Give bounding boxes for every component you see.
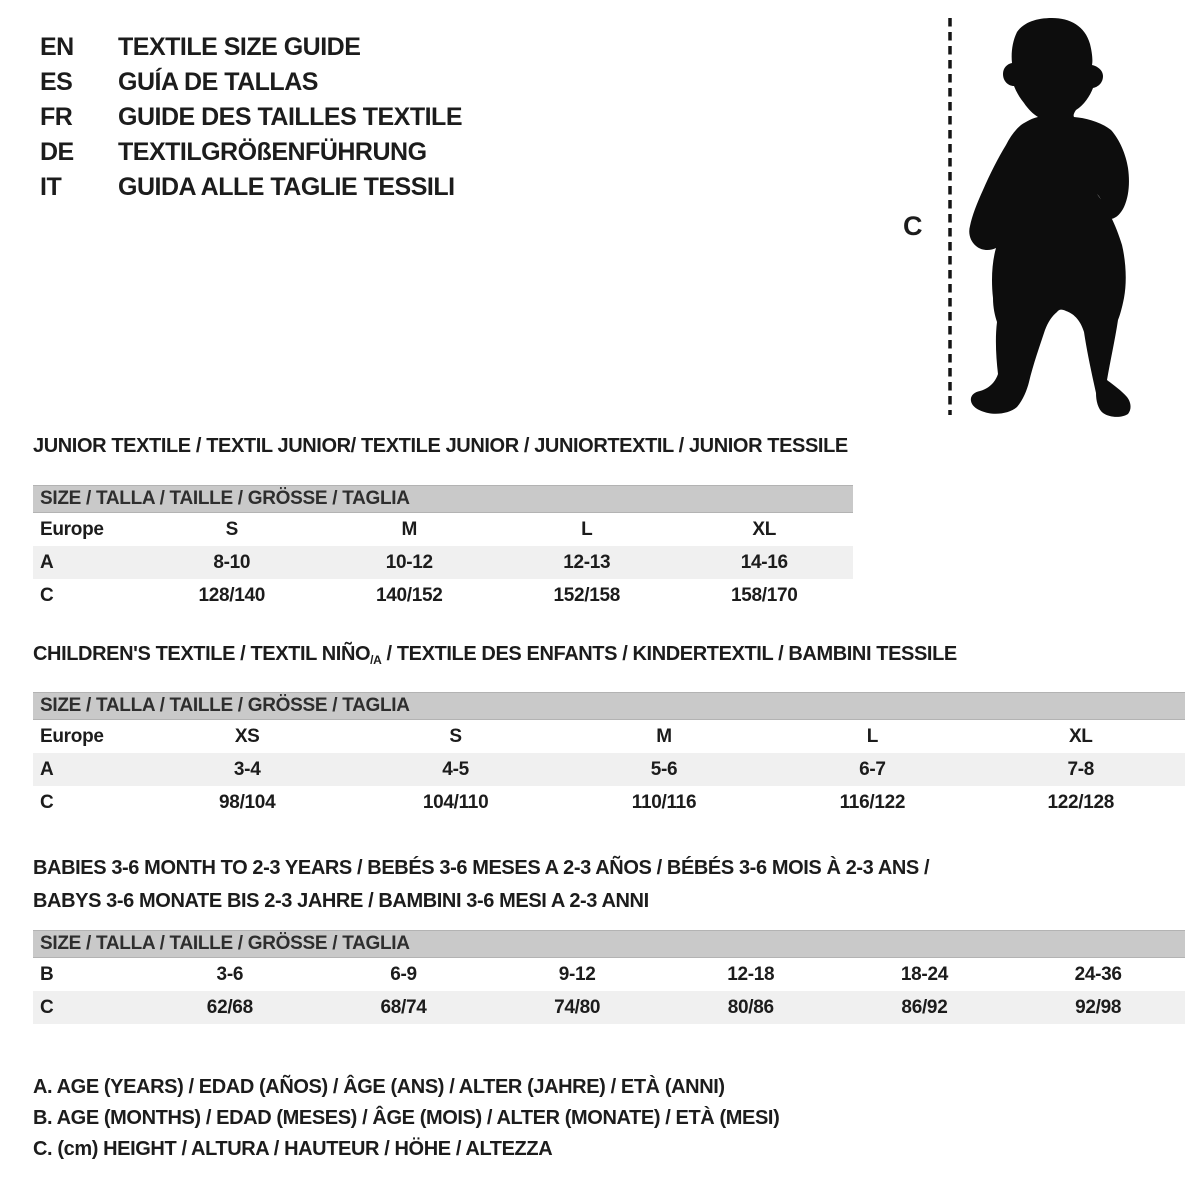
table-cell: 24-36 bbox=[1074, 963, 1122, 985]
row-label: Europe bbox=[40, 518, 104, 540]
table-cell: L bbox=[866, 725, 879, 747]
babies-heading-line1: BABIES 3-6 MONTH TO 2-3 YEARS / BEBÉS 3-6 MESES A 2-3 AÑOS / BÉBÉS 3-6 MOIS À 2-3 ANS / bbox=[33, 857, 930, 879]
table-cell: 6-9 bbox=[390, 963, 417, 985]
table-cell: 8-10 bbox=[213, 551, 251, 573]
junior-section-heading: JUNIOR TEXTILE / TEXTIL JUNIOR/ TEXTILE JUNIOR / JUNIORTEXTIL / JUNIOR TESSILE bbox=[33, 435, 848, 457]
legend-line-c: C. (cm) HEIGHT / ALTURA / HAUTEUR / HÖHE / ALTEZZA bbox=[33, 1138, 553, 1160]
table-row bbox=[33, 720, 1185, 753]
table-cell: 152/158 bbox=[553, 584, 621, 606]
table-cell: 6-7 bbox=[859, 758, 886, 780]
table-row bbox=[33, 579, 853, 612]
table-row bbox=[33, 991, 1185, 1024]
table-cell: XS bbox=[234, 725, 260, 747]
guide-title: TEXTILGRÖßENFÜHRUNG bbox=[118, 138, 427, 166]
table-cell: S bbox=[225, 518, 238, 540]
table-cell: 104/110 bbox=[422, 791, 489, 813]
language-code: FR bbox=[40, 103, 73, 131]
table-row bbox=[33, 546, 853, 579]
table-cell: XL bbox=[752, 518, 777, 540]
children-heading-pre: CHILDREN'S TEXTILE / TEXTIL NIÑO bbox=[33, 643, 371, 665]
legend-line-b: B. AGE (MONTHS) / EDAD (MESES) / ÂGE (MOIS) / ALTER (MONATE) / ETÀ (MESI) bbox=[33, 1107, 780, 1129]
row-label: A bbox=[40, 551, 54, 573]
table-cell: 140/152 bbox=[375, 584, 443, 606]
row-label: Europe bbox=[40, 725, 104, 747]
language-row-fr bbox=[40, 100, 462, 135]
language-title-list bbox=[40, 30, 462, 205]
size-header-bar: SIZE / TALLA / TAILLE / GRÖSSE / TAGLIA bbox=[33, 692, 1185, 720]
size-header-bar: SIZE / TALLA / TAILLE / GRÖSSE / TAGLIA bbox=[33, 485, 853, 513]
table-cell: 62/68 bbox=[206, 996, 253, 1018]
height-measure-label: C bbox=[903, 211, 923, 241]
babies-size-table bbox=[33, 930, 1185, 1024]
table-cell: 9-12 bbox=[558, 963, 596, 985]
table-row bbox=[33, 753, 1185, 786]
toddler-body-shape bbox=[969, 18, 1130, 417]
row-label: B bbox=[40, 963, 54, 985]
children-heading-post: / TEXTILE DES ENFANTS / KINDERTEXTIL / BAMBINI TESSILE bbox=[381, 643, 957, 665]
table-cell: 18-24 bbox=[900, 963, 948, 985]
legend-line-a: A. AGE (YEARS) / EDAD (AÑOS) / ÂGE (ANS) / ALTER (JAHRE) / ETÀ (ANNI) bbox=[33, 1076, 725, 1098]
table-cell: 3-4 bbox=[233, 758, 261, 780]
toddler-silhouette-icon bbox=[900, 10, 1150, 422]
guide-title: GUIDA ALLE TAGLIE TESSILI bbox=[118, 173, 455, 201]
table-cell: 128/140 bbox=[198, 584, 266, 606]
language-row-it bbox=[40, 170, 462, 205]
language-code: IT bbox=[40, 173, 62, 201]
language-row-en bbox=[40, 30, 462, 65]
row-label: C bbox=[40, 584, 54, 606]
guide-title: GUÍA DE TALLAS bbox=[118, 68, 318, 96]
guide-title: TEXTILE SIZE GUIDE bbox=[118, 33, 361, 61]
table-row bbox=[33, 958, 1185, 991]
language-code: EN bbox=[40, 33, 74, 61]
children-section-heading bbox=[33, 643, 957, 667]
table-cell: S bbox=[449, 725, 462, 747]
row-label: C bbox=[40, 791, 54, 813]
babies-section-heading bbox=[33, 852, 929, 918]
children-heading-sub: /A bbox=[370, 653, 382, 667]
table-cell: 14-16 bbox=[740, 551, 788, 573]
table-row bbox=[33, 513, 853, 546]
table-cell: 158/170 bbox=[730, 584, 798, 606]
legend bbox=[33, 1072, 779, 1165]
language-code: ES bbox=[40, 68, 73, 96]
children-table bbox=[33, 720, 1185, 819]
table-cell: 10-12 bbox=[385, 551, 433, 573]
table-cell: 68/74 bbox=[380, 996, 427, 1018]
table-cell: 4-5 bbox=[442, 758, 469, 780]
table-row bbox=[33, 786, 1185, 819]
language-row-de bbox=[40, 135, 462, 170]
size-header-bar: SIZE / TALLA / TAILLE / GRÖSSE / TAGLIA bbox=[33, 930, 1185, 958]
table-cell: 12-18 bbox=[727, 963, 775, 985]
table-cell: XL bbox=[1068, 725, 1093, 747]
babies-table bbox=[33, 958, 1185, 1024]
junior-table bbox=[33, 513, 853, 612]
language-code: DE bbox=[40, 138, 74, 166]
table-cell: 80/86 bbox=[727, 996, 774, 1018]
table-cell: 74/80 bbox=[554, 996, 601, 1018]
table-cell: M bbox=[656, 725, 672, 747]
table-cell: 92/98 bbox=[1075, 996, 1122, 1018]
junior-size-table bbox=[33, 485, 853, 612]
table-cell: 86/92 bbox=[901, 996, 948, 1018]
babies-heading-line2: BABYS 3-6 MONATE BIS 2-3 JAHRE / BAMBINI 3-6 MESI A 2-3 ANNI bbox=[33, 890, 649, 912]
table-cell: 12-13 bbox=[563, 551, 611, 573]
table-cell: 7-8 bbox=[1067, 758, 1095, 780]
table-cell: 98/104 bbox=[219, 791, 276, 813]
table-cell: 122/128 bbox=[1047, 791, 1115, 813]
children-size-table bbox=[33, 692, 1185, 819]
language-row-es bbox=[40, 65, 462, 100]
guide-title: GUIDE DES TAILLES TEXTILE bbox=[118, 103, 463, 131]
table-cell: M bbox=[401, 518, 418, 540]
table-cell: 5-6 bbox=[650, 758, 678, 780]
row-label: A bbox=[40, 758, 54, 780]
table-cell: 116/122 bbox=[839, 791, 906, 813]
table-cell: 3-6 bbox=[216, 963, 244, 985]
table-cell: 110/116 bbox=[631, 791, 697, 813]
row-label: C bbox=[40, 996, 54, 1018]
table-cell: L bbox=[581, 518, 593, 540]
